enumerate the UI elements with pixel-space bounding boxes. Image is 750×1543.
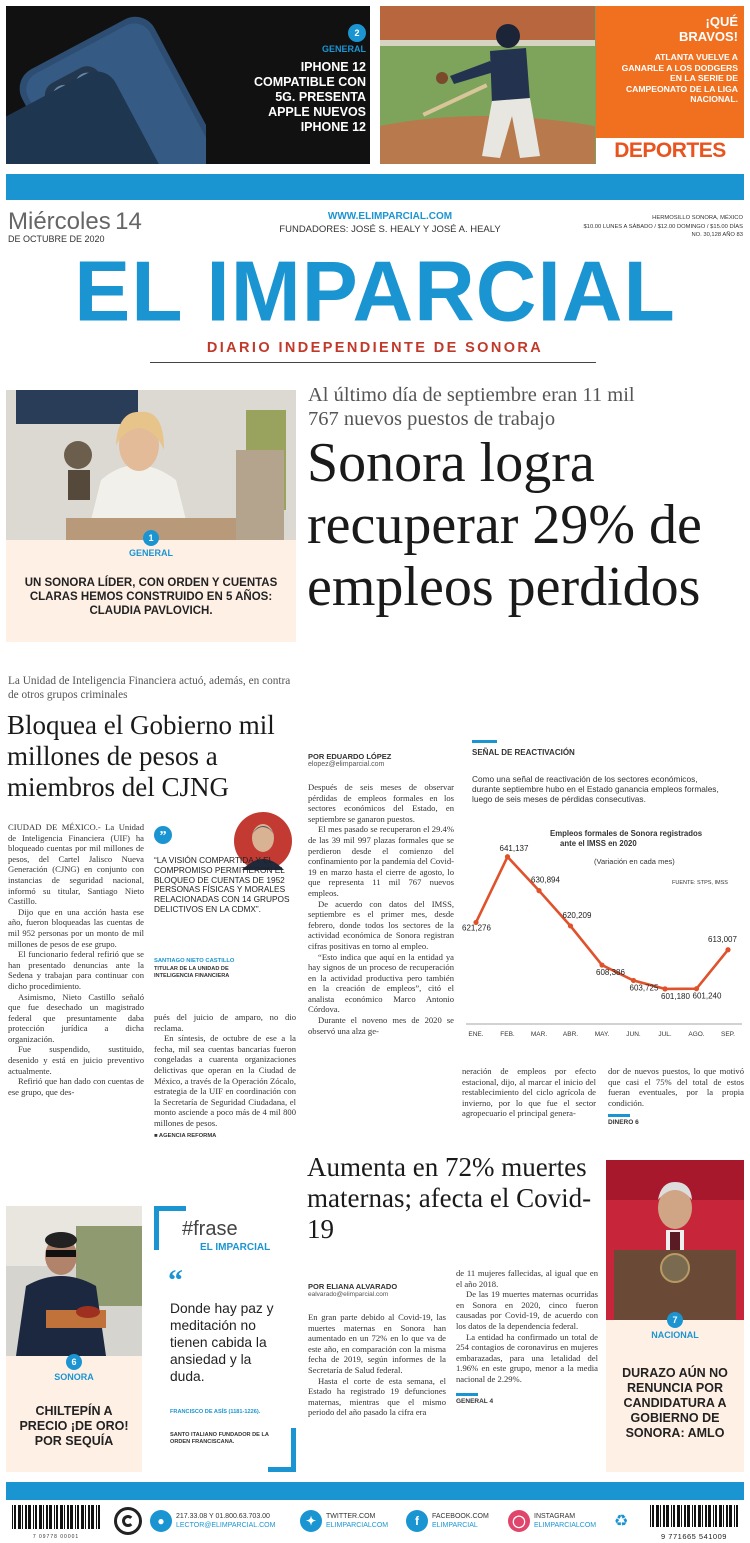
footer-band xyxy=(6,1482,744,1500)
uif-kicker: La Unidad de Inteligencia Financiera actuó, además, en contra de otros grupos criminales xyxy=(8,675,291,701)
barcode-bar xyxy=(75,1505,76,1529)
x-tick-label: ABR. xyxy=(562,1031,579,1038)
chart-title-line2: ante el IMSS en 2020 xyxy=(560,839,637,848)
uif-paragraph: En síntesis, de octubre de ese a la fecha, mil sea cuentas bancarias fueron congeladas a cuarenta organizaciones delictivas que operan en la Ciudad de México, a través de la Operación Zócalo, estrategia de la UIF en coordinación con la Secretaría de Seguridad Ciudadana, el monto asciende a poco más de 4 mil 800 millones de pesos. xyxy=(154,1033,296,1128)
masthead-info-city: HERMOSILLO SONORA, MÉXICO xyxy=(652,215,743,221)
frase-author: FRANCISCO DE ASÍS (1181-1226). xyxy=(170,1409,261,1415)
masthead-title: EL IMPARCIAL xyxy=(74,243,676,339)
barcode-bar xyxy=(77,1505,79,1529)
chart-box-intro: Como una señal de reactivación de los sectores económicos, durante septiembre hubo en el Estado ganancia empleos formales, luego de seis meses de pérdidas consecutivas. xyxy=(472,774,719,804)
amlo-promo[interactable] xyxy=(606,1160,744,1472)
quote-author-role: TITULAR DE LA UNIDAD DE INTELIGENCIA FINANCIERA xyxy=(154,966,230,979)
masthead-rule xyxy=(150,362,596,363)
frase-brand: EL IMPARCIAL xyxy=(200,1242,271,1253)
section-number-badge: 1 xyxy=(143,530,159,546)
data-point xyxy=(536,888,541,893)
facebook-icon: f xyxy=(406,1510,428,1532)
barcode-bar xyxy=(715,1505,717,1527)
uif-quote-box xyxy=(154,812,298,1012)
data-point xyxy=(725,947,730,952)
x-tick-label: AGO. xyxy=(688,1031,705,1038)
barcode-bar xyxy=(677,1505,680,1527)
user-icon: ● xyxy=(150,1510,172,1532)
quote-open-icon: “ xyxy=(168,1264,183,1297)
frase-corner-bottom xyxy=(268,1428,296,1472)
lead-page-ref[interactable]: DINERO 6 xyxy=(608,1119,639,1127)
chart-box xyxy=(462,740,744,1062)
barcode-bar xyxy=(22,1505,23,1529)
masthead-subtitle: DIARIO INDEPENDIENTE DE SONORA xyxy=(206,340,544,356)
barcode-bar xyxy=(656,1505,659,1527)
lead-paragraph: Después de seis meses de observar pérdidas de empleos formales en los sectores económicos del Estado, en septiembre se ganaron puestos. xyxy=(308,782,454,824)
masthead-founders: FUNDADORES: JOSÉ S. HEALY Y JOSÉ A. HEALY xyxy=(279,224,501,235)
data-point xyxy=(662,986,667,991)
amlo-photo xyxy=(606,1160,744,1320)
uif-paragraph: CIUDAD DE MÉXICO.- La Unidad de Inteligencia Financiera (UIF) ha bloqueado cuentas por mil millones de pesos, del Cartel Jalisco Nueva Generación (CJNG) en conjunto con instancias de seguridad nacional, informó su titular, Santiago Nieto Castillo. xyxy=(8,822,144,907)
lead-continuation: neración de empleos por efecto estacional, dijo, al marcar el inicio del restablecimiento del ciclo agrícola de invierno, por lo que fue el sector agropecuario el principal genera- xyxy=(462,1066,596,1119)
barcode-bar xyxy=(734,1505,735,1527)
barcode-bar xyxy=(60,1505,63,1529)
barcode-bar xyxy=(35,1505,37,1529)
data-label: 601,240 xyxy=(692,991,722,1001)
maternal-paragraph: En gran parte debido al Covid-19, las muertes maternas en Sonora han aumentado en un 72% en lo que va de este año, en comparación con la misma fecha de 2019, según informes de la Secretaría de Salud federal. xyxy=(308,1312,446,1375)
maternal-byline: POR ELIANA ALVARADO xyxy=(308,1282,398,1291)
barcode-bar xyxy=(81,1505,84,1529)
x-tick-label: JUN. xyxy=(626,1031,641,1038)
x-tick-label: SEP. xyxy=(721,1031,735,1038)
barcode-bar xyxy=(12,1505,13,1529)
barcode-bar xyxy=(18,1505,21,1529)
barcode-bar xyxy=(692,1505,693,1527)
governor-caption: UN SONORA LÍDER, CON ORDEN Y CUENTAS CLARAS HEMOS CONSTRUIDO EN 5 AÑOS: CLAUDIA PAVLOVICH. xyxy=(24,577,278,617)
chart-box-rule xyxy=(472,740,497,743)
section-deportes: DEPORTES xyxy=(596,138,744,164)
barcode-bar xyxy=(46,1505,48,1529)
chiltepin-caption: CHILTEPÍN A PRECIO ¡DE ORO! POR SEQUÍA xyxy=(19,1404,129,1448)
barcode-bar xyxy=(14,1505,16,1529)
lead-byline: POR EDUARDO LÓPEZ xyxy=(308,752,392,761)
ref-rule xyxy=(608,1114,630,1117)
barcode-bar xyxy=(723,1505,724,1527)
barcode-bar xyxy=(694,1505,696,1527)
data-point xyxy=(568,923,573,928)
barcode-bar xyxy=(673,1505,675,1527)
footer-instagram[interactable]: ◯ INSTAGRAM ELIMPARCIALCOM xyxy=(508,1503,596,1539)
uif-headline[interactable]: Bloquea el Gobierno mil millones de pesos a miembros del CJNG xyxy=(7,710,275,802)
maternal-email[interactable]: ealvarado@elimparcial.com xyxy=(308,1291,389,1298)
barcode-bar xyxy=(681,1505,682,1527)
promo-baseball[interactable] xyxy=(380,6,744,164)
chiltepin-promo[interactable] xyxy=(6,1206,142,1472)
data-label: 601,180 xyxy=(661,991,690,1001)
data-label: 603,725 xyxy=(629,983,659,993)
x-tick-label: MAY. xyxy=(594,1031,610,1038)
footer-logo xyxy=(114,1503,142,1539)
chiltepin-photo xyxy=(6,1206,142,1356)
x-tick-label: JUL. xyxy=(658,1031,672,1038)
barcode-bar xyxy=(726,1505,728,1527)
x-tick-label: FEB. xyxy=(500,1031,515,1038)
footer-recycle xyxy=(614,1503,628,1539)
data-label: 621,276 xyxy=(462,923,491,933)
x-tick-label: ENE. xyxy=(468,1031,484,1038)
instagram-icon: ◯ xyxy=(508,1510,530,1532)
promo-kicker: ¡QUÉ BRAVOS! xyxy=(679,14,738,44)
footer-phone[interactable]: ● 217.33.08 Y 01.800.63.703.00 LECTOR@ELIMPARCIAL.COM xyxy=(150,1503,275,1539)
data-point xyxy=(694,986,699,991)
lead-continuation: dor de nuevos puestos, lo que motivó que casi el 75% del total de estos fueran eventuales, por la propia condición. xyxy=(608,1066,744,1108)
maternal-page-ref[interactable]: GENERAL 4 xyxy=(456,1397,494,1405)
frase-box xyxy=(154,1206,296,1472)
maternal-paragraph: de 11 mujeres fallecidas, al igual que en el año 2018. xyxy=(456,1268,598,1289)
section-label: SONORA xyxy=(54,1372,94,1382)
quote-mark-icon: ” xyxy=(154,826,172,844)
data-label: 641,137 xyxy=(499,843,529,853)
frase-label: #frase xyxy=(182,1218,238,1240)
barcode-bar xyxy=(652,1505,654,1527)
uif-quote: “LA VISIÓN COMPARTIDA Y EL COMPROMISO PERMITIERON EL BLOQUEO DE CUENTAS DE 1952 PERSONAS FÍSICAS Y MORALES RELACIONADAS CON 14 GRUPOS DELICTIVOS EN LA CDMX”. xyxy=(154,855,290,914)
barcode-bar xyxy=(54,1505,55,1529)
uif-agency: ■ AGENCIA REFORMA xyxy=(154,1132,217,1139)
uif-paragraph: Refirió que han dado con cuentas de ese grupo, que des- xyxy=(8,1076,144,1097)
governor-photo xyxy=(6,390,296,540)
barcode-bar xyxy=(666,1505,669,1527)
frase-author-role: SANTO ITALIANO FUNDADOR DE LA ORDEN FRANCISCANA. xyxy=(170,1432,269,1445)
barcode-bar xyxy=(708,1505,711,1527)
barcode-bar xyxy=(705,1505,707,1527)
top-blue-band xyxy=(6,174,744,200)
lead-paragraph: El mes pasado se recuperaron el 29.4% de las 39 mil 997 plazas formales que se perdieron desde el comienzo del confinamiento por la pandemia del Covid-19 en marzo hasta el cierre de agosto, lo que representa 11 mil 767 nuevos empleos. xyxy=(308,824,454,898)
barcode-bar xyxy=(687,1505,690,1527)
barcode-bar xyxy=(729,1505,732,1527)
governor-photo-block[interactable] xyxy=(6,390,296,642)
section-label: GENERAL xyxy=(321,44,366,54)
data-label: 630,894 xyxy=(531,875,560,885)
barcode-bar xyxy=(39,1505,42,1529)
section-number-badge: 7 xyxy=(667,1312,683,1328)
masthead-website[interactable]: WWW.ELIMPARCIAL.COM xyxy=(327,211,453,222)
barcode-bar xyxy=(70,1505,73,1529)
footer-facebook[interactable]: f FACEBOOK.COM ELIMPARCIAL xyxy=(406,1503,489,1539)
barcode-bar xyxy=(650,1505,651,1527)
uif-paragraph: Dijo que en una acción hasta ese año, fueron bloqueadas las cuentas de mil 952 personas por un monto de mil millones de pesos de ese grupo. xyxy=(8,906,144,949)
lead-paragraph: De acuerdo con datos del IMSS, septiembre es el primer mes, desde febrero, donde todos los sectores de la actividad económica de Sonora registran cifras positivas en torno al empleo. xyxy=(308,898,454,951)
uif-paragraph: El funcionario federal refirió que se han presentado denuncias ante la Sedena y trabajan para continuar con dicho procedimiento. xyxy=(8,949,144,991)
barcode-bar xyxy=(49,1505,52,1529)
data-label: 613,007 xyxy=(708,934,737,944)
barcode-bar xyxy=(33,1505,34,1529)
masthead-day: Miércoles xyxy=(8,208,111,235)
barcode-bar xyxy=(28,1505,31,1529)
section-label: NACIONAL xyxy=(651,1330,699,1340)
barcode-bar xyxy=(698,1505,701,1527)
barcode-bar xyxy=(91,1505,94,1529)
maternal-paragraph: De las 19 muertes maternas ocurridas en Sonora en 2020, cinco fueron causadas por Covid-19, de acuerdo con los datos de la dependencia federal. xyxy=(456,1289,598,1331)
data-label: 608,386 xyxy=(596,968,625,978)
promo-iphone[interactable] xyxy=(6,6,370,164)
maternal-headline[interactable]: Aumenta en 72% muertes maternas; afecta el Covid-19 xyxy=(307,1152,592,1244)
data-point xyxy=(505,854,510,859)
barcode-bar xyxy=(85,1505,86,1529)
barcode-right: 9 771665 541009 xyxy=(648,1505,740,1537)
section-number-badge: 6 xyxy=(66,1354,82,1370)
promo-headline: IPHONE 12 COMPATIBLE CON 5G. PRESENTA APPLE NUEVOS IPHONE 12 xyxy=(253,60,366,134)
barcode-bar xyxy=(719,1505,722,1527)
lead-email[interactable]: elopez@elimparcial.com xyxy=(308,761,385,768)
masthead-date-rest: DE OCTUBRE DE 2020 xyxy=(8,234,105,244)
iphone-image xyxy=(6,6,206,164)
barcode-bar xyxy=(736,1505,738,1527)
chart-box-label: SEÑAL DE REACTIVACIÓN xyxy=(472,748,575,757)
maternal-paragraph: Hasta el corte de esta semana, el Estado ha registrado 19 defunciones maternas, mientras que el mismo periodo del año pasado la cifra era xyxy=(308,1375,446,1418)
barcode-bar xyxy=(67,1505,69,1529)
barcode-bar xyxy=(671,1505,672,1527)
barcode-bar xyxy=(684,1505,686,1527)
barcode-left: 7 09778 00001 xyxy=(10,1505,102,1537)
uif-paragraph: Asimismo, Nieto Castillo señaló que fue desechado un magistrado federal que presuntamente daba protección jurídica a dicha organización. xyxy=(8,991,144,1044)
masthead-date-number: 14 xyxy=(115,208,142,235)
chart-source: FUENTE: STPS, IMSS xyxy=(672,880,728,886)
barcode-bar xyxy=(713,1505,714,1527)
frase-quote: Donde hay paz y meditación no tienen cabida la ansiedad y la duda. xyxy=(170,1301,274,1384)
barcode-icon xyxy=(648,1505,740,1527)
brand-logo-icon xyxy=(114,1507,142,1535)
barcode-bar xyxy=(64,1505,65,1529)
chart-title: Empleos formales de Sonora registrados xyxy=(550,829,703,838)
section-label: GENERAL xyxy=(128,548,173,558)
barcode-bar xyxy=(43,1505,44,1529)
chart-subtitle: (Variación en cada mes) xyxy=(594,857,675,866)
barcode-bar xyxy=(96,1505,97,1529)
barcode-bar xyxy=(98,1505,100,1529)
lead-headline[interactable]: Sonora logra recuperar 29% de empleos perdidos xyxy=(307,432,702,618)
masthead-info-number: NO. 30,128 AÑO 83 xyxy=(691,232,743,238)
x-tick-label: MAR. xyxy=(530,1031,548,1038)
promo-text: ATLANTA VUELVE A GANARLE A LOS DODGERS EN LA SERIE DE CAMPEONATO DE LA LIGA NACIONAL. xyxy=(621,52,738,104)
section-number-badge: 2 xyxy=(348,24,366,42)
uif-paragraph: Fue suspendido, sustituido, desenido y está en juicio preventivo actualmente. xyxy=(8,1044,144,1076)
barcode-bar xyxy=(702,1505,703,1527)
barcode-bar xyxy=(660,1505,661,1527)
lead-kicker: Al último día de septiembre eran 11 mil 767 nuevos puestos de trabajo xyxy=(308,384,635,430)
barcode-bar xyxy=(663,1505,665,1527)
ref-rule xyxy=(456,1393,478,1396)
recycle-icon: ♻ xyxy=(614,1513,629,1530)
lead-paragraph: “Esto indica que aquí en la entidad ya hay signos de un proceso de recuperación en la actividad productiva pero también en la creación de empleos”, citó el analista económico Marco Antonio Córdova. xyxy=(308,951,454,1015)
baseball-player-image xyxy=(380,6,595,164)
twitter-icon: ✦ xyxy=(300,1510,322,1532)
data-point xyxy=(599,962,604,967)
amlo-caption: DURAZO AÚN NO RENUNCIA POR CANDIDATURA A GOBIERNO DE SONORA: AMLO xyxy=(622,1366,728,1440)
data-label: 620,209 xyxy=(562,910,592,920)
quote-author-name: SANTIAGO NIETO CASTILLO xyxy=(154,958,235,964)
employment-line-chart xyxy=(462,824,744,1062)
uif-paragraph: pués del juicio de amparo, no dio reclama. xyxy=(154,1012,296,1033)
barcode-bar xyxy=(56,1505,58,1529)
barcode-bar xyxy=(25,1505,27,1529)
footer-twitter[interactable]: ✦ TWITTER.COM ELIMPARCIALCOM xyxy=(300,1503,388,1539)
barcode-icon xyxy=(10,1505,102,1529)
maternal-paragraph: La entidad ha confirmado un total de 254 contagios de coronavirus en mujeres embarazadas, para una letalidad del 1.96% en este grupo, menor a la media nacional de 2.29%. xyxy=(456,1331,598,1384)
masthead-info-price: $10.00 LUNES A SÁBADO / $12.00 DOMINGO / $15.00 DÍAS xyxy=(583,223,743,230)
lead-paragraph: Durante el noveno mes de 2020 se observó una alza ge- xyxy=(308,1015,454,1036)
data-point xyxy=(631,978,636,983)
barcode-bar xyxy=(88,1505,90,1529)
